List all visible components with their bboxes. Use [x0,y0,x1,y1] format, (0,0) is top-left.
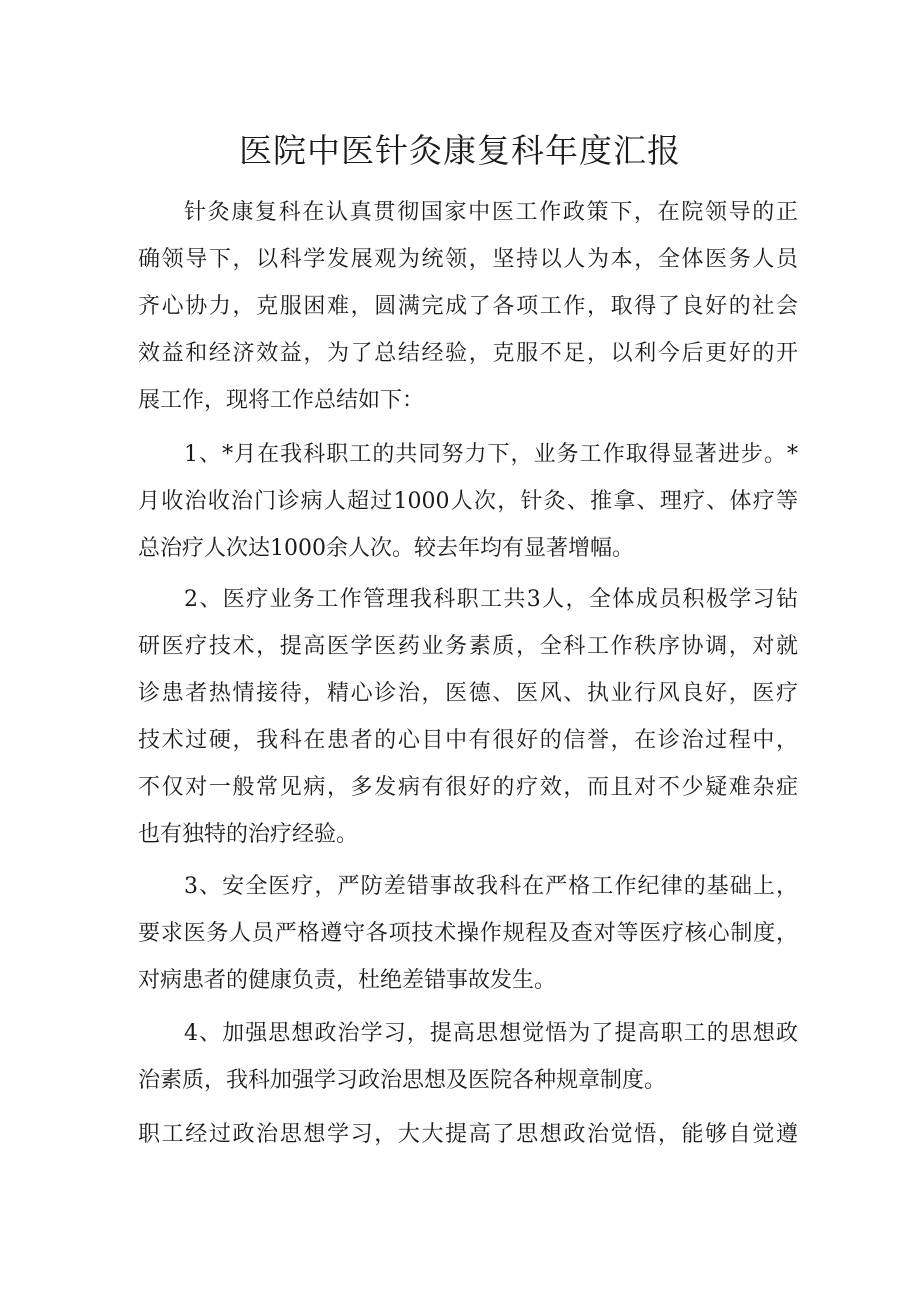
paragraph-line: 要求医务人员严格遵守各项技术操作规程及查对等医疗核心制度， [138,921,798,946]
paragraph-line: 总治疗人次达1000余人次。较去年均有显著增幅。 [138,536,634,561]
paragraph-line: 展工作，现将工作总结如下： [138,388,425,413]
paragraph-line: 技术过硬，我科在患者的心目中有很好的信誉，在诊治过程中， [138,728,798,753]
paragraph-line: 职工经过政治思想学习，大大提高了思想政治觉悟，能够自觉遵 [138,1122,798,1147]
paragraph-line: 治素质，我科加强学习政治思想及医院各种规章制度。 [138,1068,667,1093]
paragraph-line: 3、安全医疗，严防差错事故我科在严格工作纪律的基础上， [184,874,798,899]
paragraph-line: 2、医疗业务工作管理我科职工共3人，全体成员积极学习钻 [184,587,798,612]
paragraph-line: 不仅对一般常见病，多发病有很好的疗效，而且对不少疑难杂症 [138,775,798,800]
paragraph-line: 齐心协力，克服困难，圆满完成了各项工作，取得了良好的社会 [138,294,798,319]
paragraph-line: 1、*月在我科职工的共同努力下，业务工作取得显著进步。* [184,442,798,467]
paragraph-line: 确领导下，以科学发展观为统领，坚持以人为本，全体医务人员 [138,247,798,272]
paragraph-line: 4、加强思想政治学习，提高思想觉悟为了提高职工的思想政 [184,1021,798,1046]
paragraph-line: 效益和经济效益，为了总结经验，克服不足，以利今后更好的开 [138,341,798,366]
paragraph-line: 针灸康复科在认真贯彻国家中医工作政策下，在院领导的正 [184,200,798,225]
paragraph-line: 月收治收治门诊病人超过1000人次，针灸、推拿、理疗、体疗等 [138,489,798,514]
paragraph-line: 研医疗技术，提高医学医药业务素质，全科工作秩序协调，对就 [138,634,798,659]
document-title: 医院中医针灸康复科年度汇报 [239,131,681,170]
paragraph-line: 诊患者热情接待，精心诊治，医德、医风、执业行风良好，医疗 [138,681,798,706]
paragraph-line: 也有独特的治疗经验。 [138,822,359,847]
paragraph-line: 对病患者的健康负责，杜绝差错事故发生。 [138,968,557,993]
